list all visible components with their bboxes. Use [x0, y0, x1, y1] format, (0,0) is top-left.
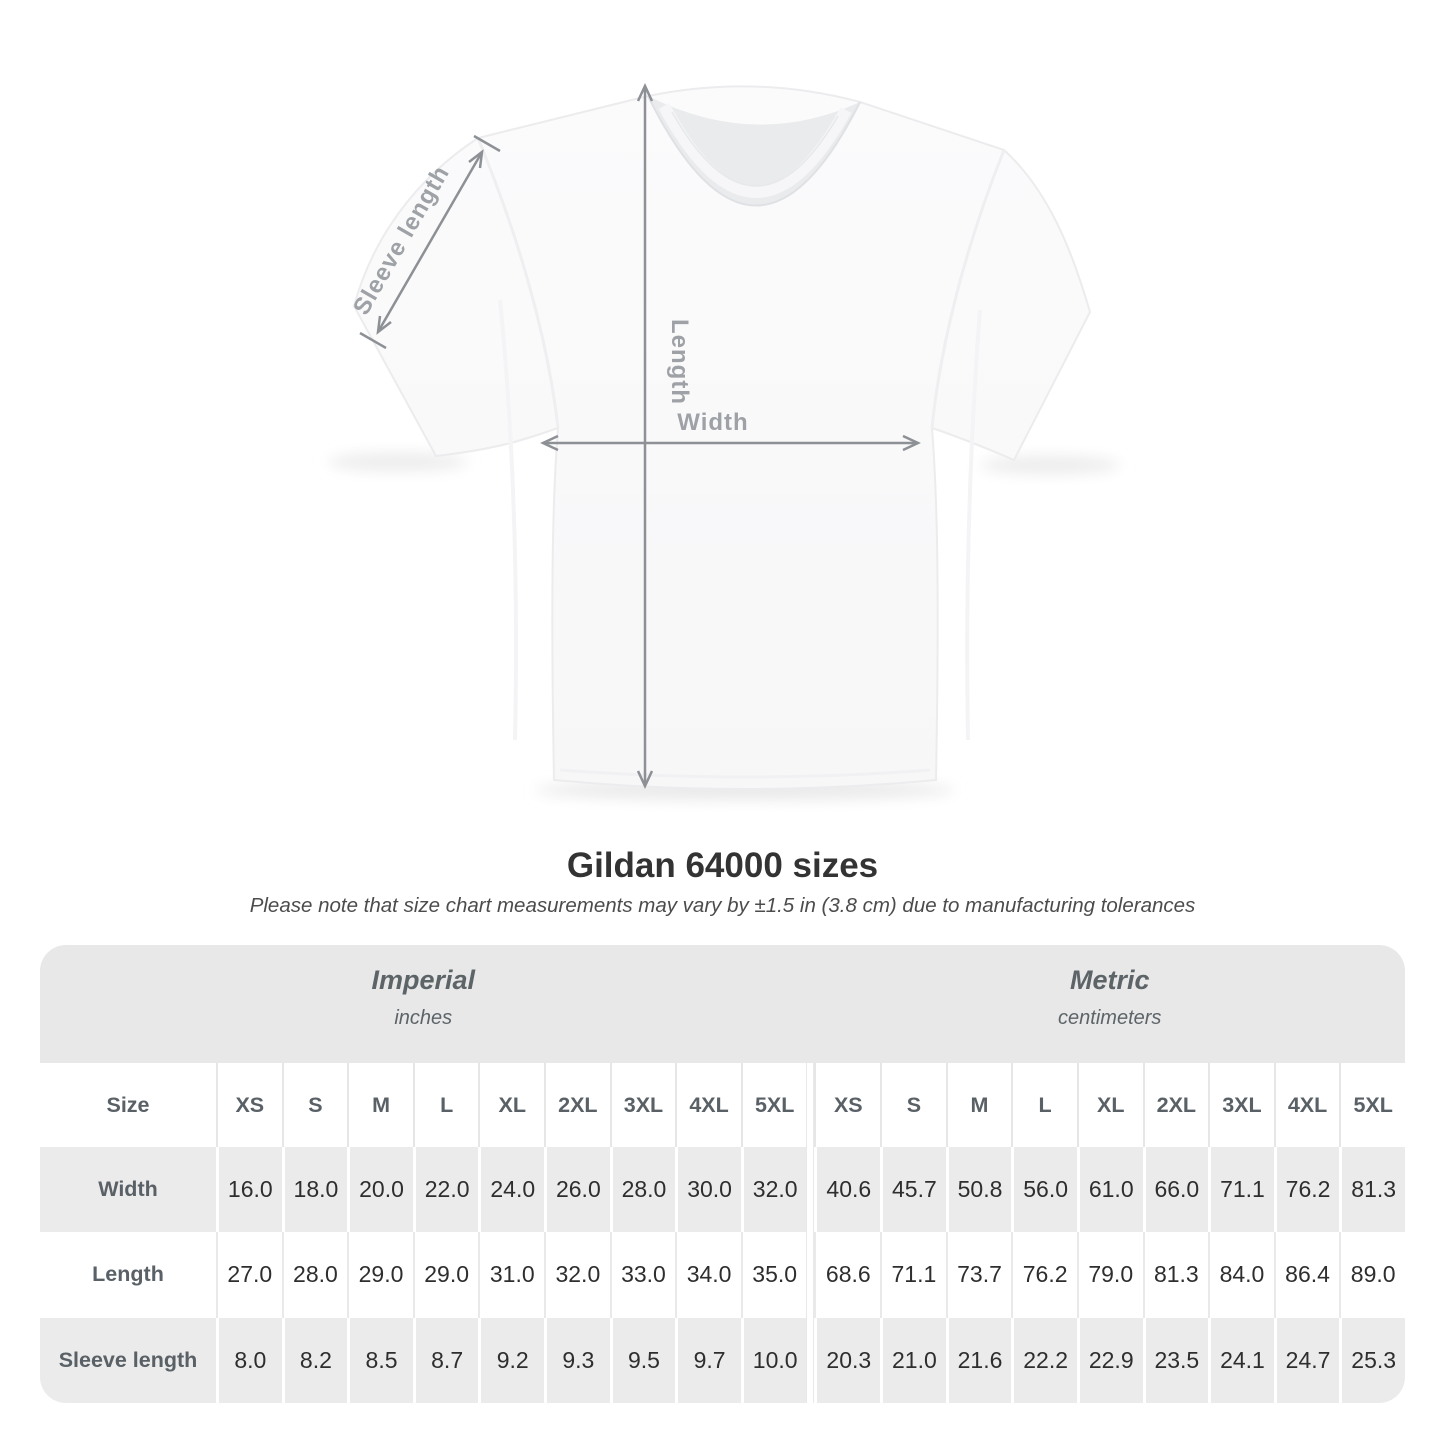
value-cell: 9.7 [675, 1318, 741, 1403]
value-cell: 8.7 [413, 1318, 479, 1403]
sleeve-length-row [40, 1318, 1405, 1403]
value-cell: 33.0 [610, 1232, 676, 1317]
value-cell: 22.2 [1011, 1318, 1077, 1403]
value-cell: 24.7 [1274, 1318, 1340, 1403]
value-cell: 26.0 [544, 1147, 610, 1232]
group-divider [806, 1318, 814, 1403]
group-divider [806, 1232, 814, 1317]
value-cell: 10.0 [741, 1318, 807, 1403]
value-cell: 28.0 [610, 1147, 676, 1232]
size-header-metric-5xl: 5XL [1339, 1063, 1405, 1147]
value-cell: 21.6 [946, 1318, 1012, 1403]
value-cell: 18.0 [282, 1147, 348, 1232]
tolerance-note: Please note that size chart measurements may vary by ±1.5 in (3.8 cm) due to manufacturing tolerances [249, 894, 1196, 917]
value-cell: 8.2 [282, 1318, 348, 1403]
width-row [40, 1147, 1405, 1232]
value-cell: 22.0 [413, 1147, 479, 1232]
size-column-header: Size [40, 1063, 216, 1147]
imperial-label: Imperial [371, 964, 476, 995]
band-spacer [806, 945, 814, 1063]
value-cell: 22.9 [1077, 1318, 1143, 1403]
width-row-label: Width [40, 1147, 216, 1232]
imperial-unit: inches [394, 1006, 453, 1029]
value-cell: 71.1 [880, 1232, 946, 1317]
value-cell: 79.0 [1077, 1232, 1143, 1317]
value-cell: 76.2 [1274, 1147, 1340, 1232]
size-header-metric-l: L [1011, 1063, 1077, 1147]
imperial-group-header [40, 945, 806, 1063]
value-cell: 45.7 [880, 1147, 946, 1232]
value-cell: 24.1 [1208, 1318, 1274, 1403]
size-header-metric-3xl: 3XL [1208, 1063, 1274, 1147]
value-cell: 68.6 [814, 1232, 880, 1317]
size-header-metric-m: M [946, 1063, 1012, 1147]
value-cell: 24.0 [478, 1147, 544, 1232]
value-cell: 29.0 [413, 1232, 479, 1317]
value-cell: 50.8 [946, 1147, 1012, 1232]
size-table [40, 945, 1405, 1403]
value-cell: 9.3 [544, 1318, 610, 1403]
size-header-imperial-xl: XL [478, 1063, 544, 1147]
value-cell: 89.0 [1339, 1232, 1405, 1317]
value-cell: 32.0 [741, 1147, 807, 1232]
size-header-metric-xl: XL [1077, 1063, 1143, 1147]
value-cell: 34.0 [675, 1232, 741, 1317]
size-header-imperial-4xl: 4XL [675, 1063, 741, 1147]
value-cell: 27.0 [216, 1232, 282, 1317]
value-cell: 20.3 [814, 1318, 880, 1403]
size-header-imperial-2xl: 2XL [544, 1063, 610, 1147]
length-row-label: Length [40, 1232, 216, 1317]
value-cell: 21.0 [880, 1318, 946, 1403]
size-header-imperial-xs: XS [216, 1063, 282, 1147]
value-cell: 23.5 [1143, 1318, 1209, 1403]
length-label: Length [666, 319, 693, 405]
sleeve-length-row-label: Sleeve length [40, 1318, 216, 1403]
value-cell: 86.4 [1274, 1232, 1340, 1317]
value-cell: 81.3 [1143, 1232, 1209, 1317]
sleeve-length-label: Sleeve length [347, 160, 456, 320]
size-header-metric-4xl: 4XL [1274, 1063, 1340, 1147]
size-header-imperial-5xl: 5XL [741, 1063, 807, 1147]
value-cell: 9.2 [478, 1318, 544, 1403]
value-cell: 29.0 [347, 1232, 413, 1317]
size-header-imperial-s: S [282, 1063, 348, 1147]
size-table-container [40, 945, 1405, 1403]
value-cell: 76.2 [1011, 1232, 1077, 1317]
value-cell: 35.0 [741, 1232, 807, 1317]
value-cell: 16.0 [216, 1147, 282, 1232]
value-cell: 28.0 [282, 1232, 348, 1317]
value-cell: 56.0 [1011, 1147, 1077, 1232]
metric-group-header [814, 945, 1405, 1063]
page-title: Gildan 64000 sizes [566, 846, 879, 885]
group-divider [806, 1147, 814, 1232]
size-header-imperial-l: L [413, 1063, 479, 1147]
size-header-imperial-3xl: 3XL [610, 1063, 676, 1147]
value-cell: 40.6 [814, 1147, 880, 1232]
unit-band-row [40, 945, 1405, 1063]
value-cell: 73.7 [946, 1232, 1012, 1317]
value-cell: 84.0 [1208, 1232, 1274, 1317]
value-cell: 8.0 [216, 1318, 282, 1403]
value-cell: 30.0 [675, 1147, 741, 1232]
size-header-metric-s: S [880, 1063, 946, 1147]
value-cell: 71.1 [1208, 1147, 1274, 1232]
size-header-imperial-m: M [347, 1063, 413, 1147]
value-cell: 25.3 [1339, 1318, 1405, 1403]
length-row [40, 1232, 1405, 1317]
value-cell: 32.0 [544, 1232, 610, 1317]
value-cell: 66.0 [1143, 1147, 1209, 1232]
width-label: Width [677, 409, 749, 436]
value-cell: 31.0 [478, 1232, 544, 1317]
value-cell: 8.5 [347, 1318, 413, 1403]
size-header-metric-xs: XS [814, 1063, 880, 1147]
metric-label: Metric [1069, 964, 1150, 995]
value-cell: 61.0 [1077, 1147, 1143, 1232]
value-cell: 9.5 [610, 1318, 676, 1403]
value-cell: 81.3 [1339, 1147, 1405, 1232]
size-header-row [40, 1063, 1405, 1147]
value-cell: 20.0 [347, 1147, 413, 1232]
group-divider [806, 1063, 814, 1147]
size-header-metric-2xl: 2XL [1143, 1063, 1209, 1147]
metric-unit: centimeters [1058, 1006, 1162, 1029]
